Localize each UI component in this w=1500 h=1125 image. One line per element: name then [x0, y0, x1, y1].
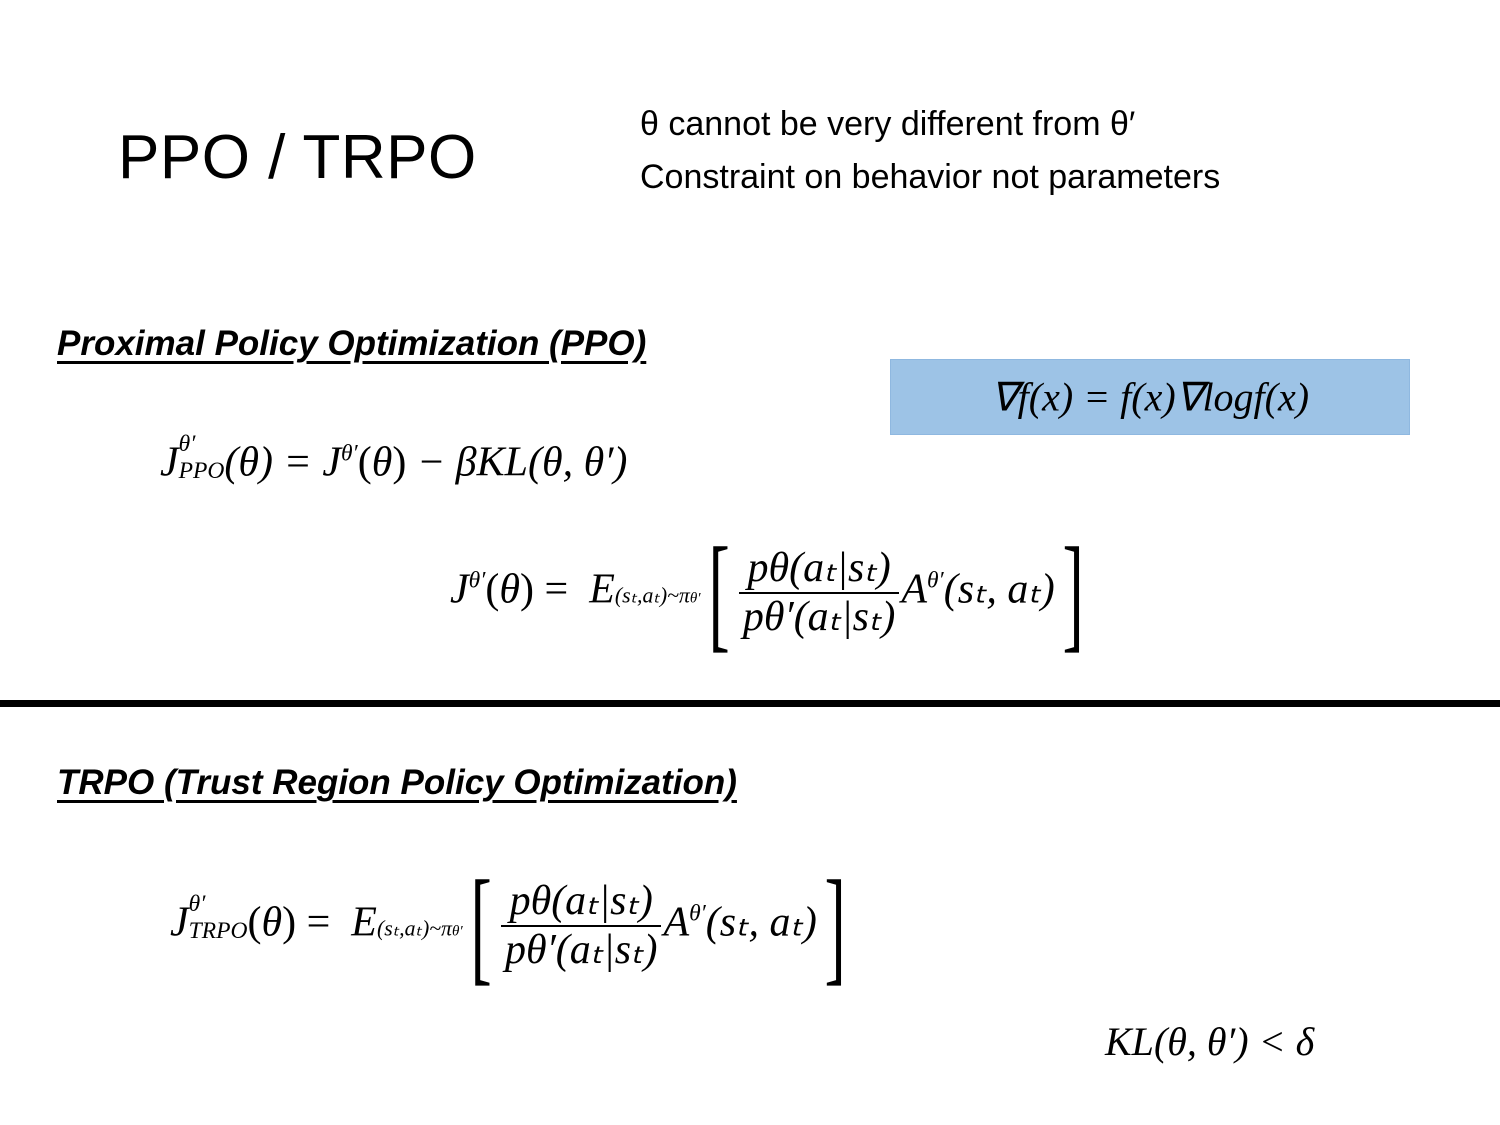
token-E: E: [589, 566, 615, 613]
token-theta-prime-sup-3: θ′: [468, 567, 486, 594]
token-theta-2: θ: [499, 566, 520, 613]
highlight-box-formula: ∇f(x) = f(x)∇logf(x): [990, 374, 1310, 420]
token-trpo-sub: TRPO: [188, 918, 248, 945]
fraction-importance-ratio-2: [501, 878, 661, 974]
fraction-denominator-2: pθ′(aₜ|sₜ): [501, 925, 661, 974]
fraction-importance-ratio: [739, 545, 899, 641]
token-theta-prime-subsub-2: θ′: [451, 923, 463, 940]
header-notes: [640, 98, 1460, 203]
token-A-2: A: [663, 899, 690, 946]
section-heading-trpo: TRPO (Trust Region Policy Optimization): [57, 763, 737, 802]
fraction-denominator: pθ′(aₜ|sₜ): [739, 592, 899, 641]
token-J-2: J: [322, 439, 341, 486]
bracket-open-icon-2: [: [470, 854, 492, 998]
token-minus-beta-kl: − βKL(θ, θ′): [406, 439, 628, 486]
token-paren-theta-eq: (θ) =: [224, 439, 323, 486]
token-theta-prime-sup: θ′: [178, 430, 196, 457]
token-ppo-sub: PPO: [178, 458, 225, 485]
token-KL: KL: [1105, 1019, 1154, 1064]
token-open-theta-3: (: [247, 899, 262, 946]
header-note-line-1: θ cannot be very different from θ′: [640, 105, 1136, 143]
token-J-3: J: [450, 566, 469, 613]
equation-ppo-objective: [160, 430, 628, 487]
token-close-theta: ): [392, 439, 407, 486]
token-theta-prime-sup-4: θ′: [927, 567, 944, 594]
equation-trpo-constraint: [1105, 1018, 1314, 1065]
token-expectation-subscript-2: (sₜ,aₜ)~π: [376, 916, 452, 941]
section-divider: [0, 700, 1500, 707]
token-theta-prime-sup-2: θ′: [340, 440, 358, 467]
page-title: PPO / TRPO: [118, 123, 477, 192]
token-adv-args-2: (sₜ, aₜ): [705, 899, 817, 946]
section-heading-ppo: Proximal Policy Optimization (PPO): [57, 324, 647, 363]
fraction-numerator: pθ(aₜ|sₜ): [747, 545, 891, 591]
bracket-open-icon: [: [708, 521, 730, 665]
token-E-2: E: [351, 899, 377, 946]
token-lt-delta: (θ, θ′) < δ: [1153, 1019, 1315, 1064]
token-expectation-subscript: (sₜ,aₜ)~π: [614, 583, 690, 608]
token-adv-args: (sₜ, aₜ): [943, 566, 1055, 613]
token-theta-3: θ: [261, 899, 283, 946]
bracket-close-icon: ]: [1062, 521, 1084, 665]
token-close-theta-2: ) =: [520, 566, 590, 613]
token-J-4: J: [170, 899, 189, 946]
equation-trpo-objective: [170, 854, 853, 998]
token-A: A: [901, 566, 927, 613]
token-theta-prime-subsub: θ′: [689, 590, 701, 607]
highlight-box-gradient-identity: [890, 359, 1410, 435]
header-note-line-2: Constraint on behavior not parameters: [640, 157, 1221, 196]
fraction-numerator-2: pθ(aₜ|sₜ): [509, 878, 653, 924]
token-open-theta-2: (: [485, 566, 500, 613]
token-theta: θ: [371, 439, 393, 486]
token-close-theta-3: ) =: [282, 899, 352, 946]
token-open-theta: (: [357, 439, 372, 486]
token-theta-prime-sup-5: θ′: [188, 890, 206, 917]
equation-ppo-expectation: [450, 521, 1091, 665]
token-theta-prime-sup-6: θ′: [689, 900, 706, 927]
bracket-close-icon-2: ]: [824, 854, 846, 998]
token-J: J: [160, 439, 179, 486]
